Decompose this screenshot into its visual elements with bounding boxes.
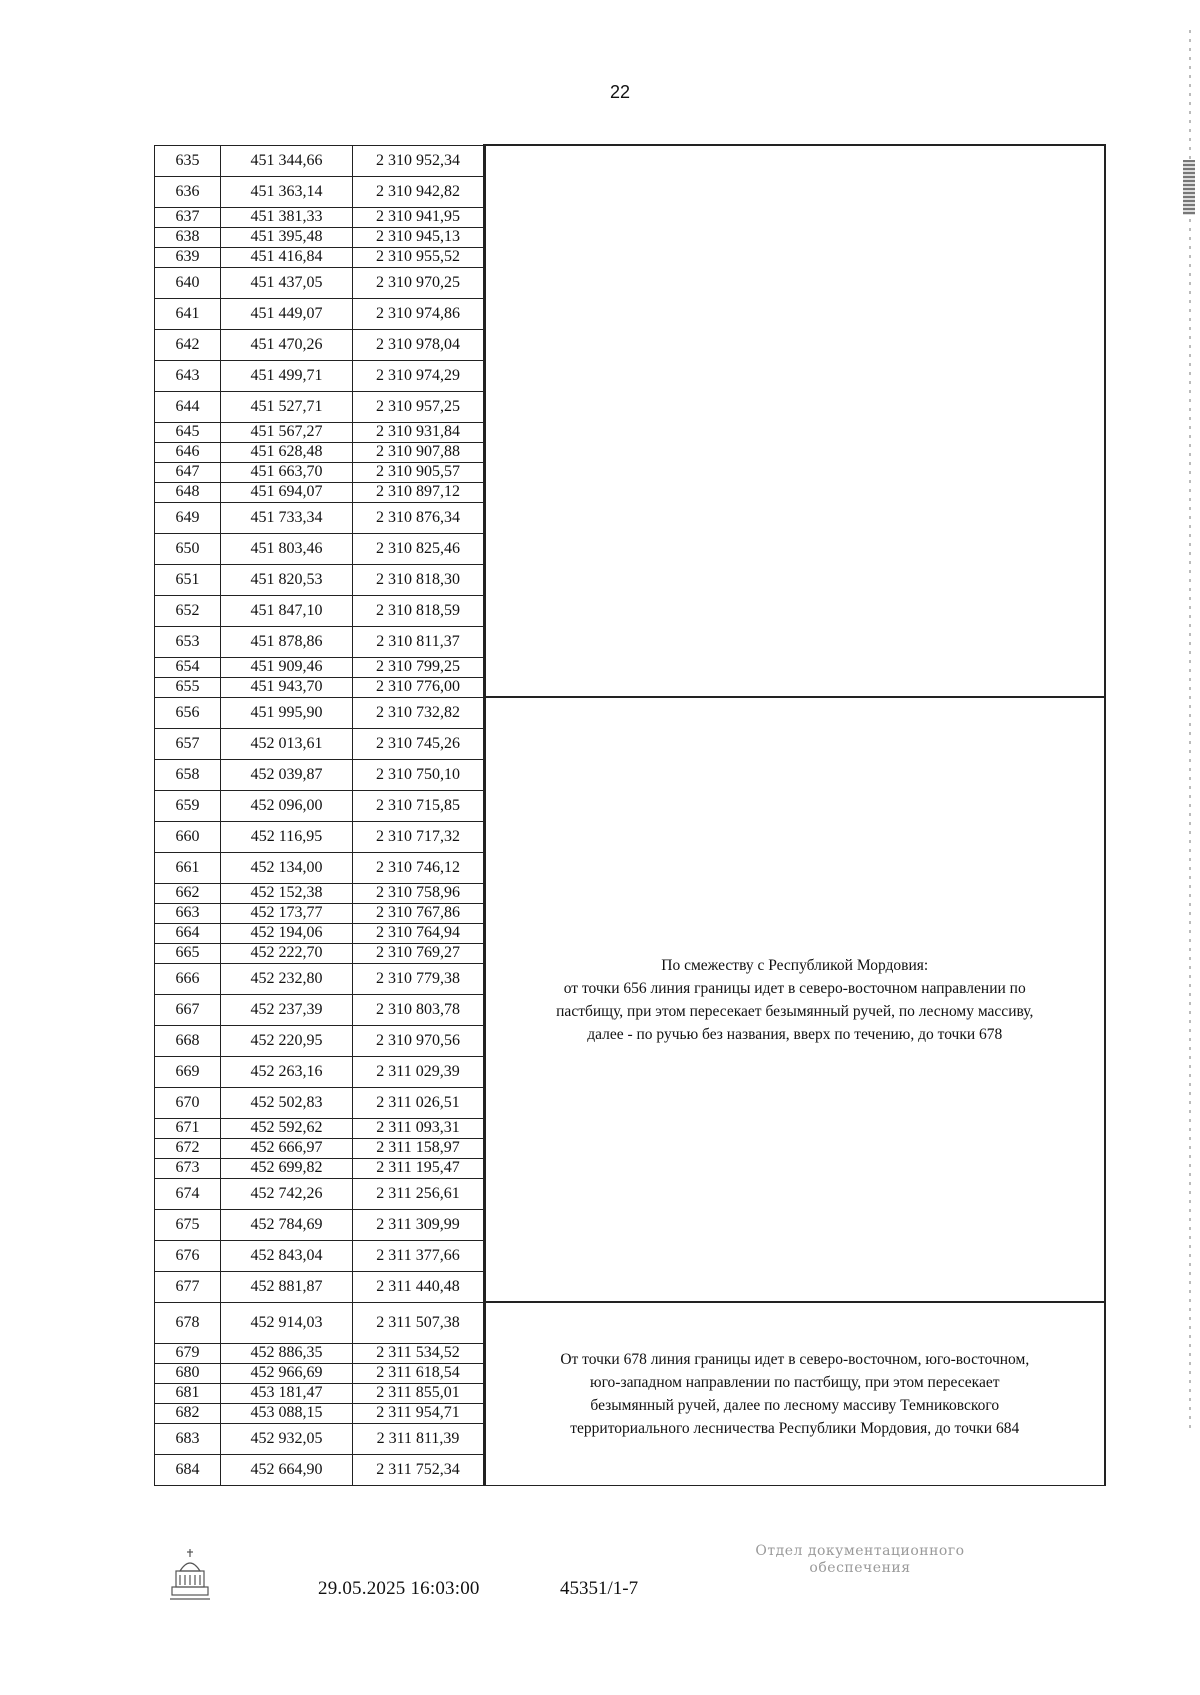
point-number-cell: 680	[155, 1363, 221, 1383]
coordinate-x-cell: 452 152,38	[221, 883, 353, 903]
coordinate-x-cell: 452 039,87	[221, 759, 353, 790]
point-number-cell: 669	[155, 1056, 221, 1087]
description-line: От точки 678 линия границы идет в северо-восточном, юго-восточном,	[560, 1350, 1030, 1368]
point-number-cell: 659	[155, 790, 221, 821]
boundary-description-cell	[485, 1302, 1105, 1485]
coordinate-y-cell: 2 310 818,59	[353, 595, 485, 626]
coordinate-x-cell: 451 499,71	[221, 360, 353, 391]
description-line: юго-западном направлении по пастбищу, при этом пересекает	[590, 1373, 1000, 1391]
coordinate-y-cell: 2 310 945,13	[353, 227, 485, 247]
point-number-cell: 640	[155, 267, 221, 298]
coordinate-y-cell: 2 311 256,61	[353, 1178, 485, 1209]
coordinate-y-cell: 2 311 026,51	[353, 1087, 485, 1118]
description-line: пастбищу, при этом пересекает безымянный ручей, по лесному массиву,	[556, 1002, 1034, 1020]
point-number-cell: 664	[155, 923, 221, 943]
coordinate-y-cell: 2 310 767,86	[353, 903, 485, 923]
point-number-cell: 676	[155, 1240, 221, 1271]
coordinate-y-cell: 2 310 746,12	[353, 852, 485, 883]
coordinate-y-cell: 2 310 876,34	[353, 502, 485, 533]
point-number-cell: 678	[155, 1302, 221, 1343]
coordinate-y-cell: 2 311 195,47	[353, 1158, 485, 1178]
coordinate-x-cell: 451 820,53	[221, 564, 353, 595]
coordinate-x-cell: 451 878,86	[221, 626, 353, 657]
coordinate-y-cell: 2 310 974,86	[353, 298, 485, 329]
stamp-line: Отдел документационного	[755, 1543, 965, 1559]
coordinate-x-cell: 452 173,77	[221, 903, 353, 923]
coordinate-x-cell: 452 664,90	[221, 1454, 353, 1485]
coordinate-x-cell: 451 437,05	[221, 267, 353, 298]
point-number-cell: 681	[155, 1383, 221, 1403]
coordinate-y-cell: 2 311 029,39	[353, 1056, 485, 1087]
coordinate-y-cell: 2 311 954,71	[353, 1403, 485, 1423]
boundary-description-cell	[485, 145, 1105, 697]
coordinate-y-cell: 2 310 970,25	[353, 267, 485, 298]
point-number-cell: 683	[155, 1423, 221, 1454]
coordinate-y-cell: 2 310 776,00	[353, 677, 485, 697]
point-number-cell: 670	[155, 1087, 221, 1118]
coordinate-x-cell: 451 733,34	[221, 502, 353, 533]
coordinate-y-cell: 2 311 309,99	[353, 1209, 485, 1240]
stamp-line: обеспечения	[809, 1560, 911, 1576]
coordinate-x-cell: 452 116,95	[221, 821, 353, 852]
point-number-cell: 636	[155, 176, 221, 207]
coordinate-y-cell: 2 310 825,46	[353, 533, 485, 564]
page-number: 22	[609, 82, 631, 102]
point-number-cell: 635	[155, 145, 221, 176]
point-number-cell: 661	[155, 852, 221, 883]
point-number-cell: 652	[155, 595, 221, 626]
coordinate-x-cell: 451 628,48	[221, 442, 353, 462]
point-number-cell: 665	[155, 943, 221, 963]
coordinate-x-cell: 451 449,07	[221, 298, 353, 329]
coordinate-x-cell: 452 096,00	[221, 790, 353, 821]
coordinate-x-cell: 452 881,87	[221, 1271, 353, 1302]
point-number-cell: 657	[155, 728, 221, 759]
description-line: безымянный ручей, далее по лесному массиву Темниковского	[590, 1396, 1000, 1414]
coordinate-y-cell: 2 311 093,31	[353, 1118, 485, 1138]
point-number-cell: 648	[155, 482, 221, 502]
coordinate-y-cell: 2 310 764,94	[353, 923, 485, 943]
coordinate-y-cell: 2 311 440,48	[353, 1271, 485, 1302]
point-number-cell: 663	[155, 903, 221, 923]
coordinate-x-cell: 451 995,90	[221, 697, 353, 728]
description-line: территориального лесничества Республики Мордовия, до точки 684	[570, 1419, 1020, 1437]
description-line: от точки 656 линия границы идет в северо-восточном направлении по	[563, 979, 1026, 997]
coordinate-y-cell: 2 310 974,29	[353, 360, 485, 391]
coordinate-x-cell: 452 592,62	[221, 1118, 353, 1138]
coordinate-x-cell: 452 932,05	[221, 1423, 353, 1454]
coordinate-y-cell: 2 310 905,57	[353, 462, 485, 482]
coordinate-y-cell: 2 310 717,32	[353, 821, 485, 852]
coordinate-y-cell: 2 310 803,78	[353, 994, 485, 1025]
coordinate-y-cell: 2 310 931,84	[353, 422, 485, 442]
coordinate-y-cell: 2 310 769,27	[353, 943, 485, 963]
point-number-cell: 637	[155, 207, 221, 227]
coordinate-x-cell: 452 666,97	[221, 1138, 353, 1158]
coordinate-x-cell: 452 784,69	[221, 1209, 353, 1240]
coordinate-y-cell: 2 311 811,39	[353, 1423, 485, 1454]
point-number-cell: 684	[155, 1454, 221, 1485]
point-number-cell: 641	[155, 298, 221, 329]
table-row	[155, 1302, 1105, 1343]
footer-document-code: 45351/1-7	[560, 1578, 639, 1599]
point-number-cell: 674	[155, 1178, 221, 1209]
coordinate-y-cell: 2 310 811,37	[353, 626, 485, 657]
coordinate-x-cell: 451 694,07	[221, 482, 353, 502]
coordinate-y-cell: 2 310 758,96	[353, 883, 485, 903]
coordinate-x-cell: 452 013,61	[221, 728, 353, 759]
footer-datetime: 29.05.2025 16:03:00	[318, 1578, 480, 1599]
coordinate-x-cell: 452 134,00	[221, 852, 353, 883]
coordinate-x-cell: 452 232,80	[221, 963, 353, 994]
coordinate-x-cell: 451 470,26	[221, 329, 353, 360]
point-number-cell: 639	[155, 247, 221, 267]
coordinate-y-cell: 2 311 534,52	[353, 1343, 485, 1363]
point-number-cell: 671	[155, 1118, 221, 1138]
table-row	[155, 697, 1105, 728]
coordinate-x-cell: 452 843,04	[221, 1240, 353, 1271]
coordinate-y-cell: 2 310 745,26	[353, 728, 485, 759]
coordinate-y-cell: 2 310 779,38	[353, 963, 485, 994]
coordinate-x-cell: 452 699,82	[221, 1158, 353, 1178]
point-number-cell: 649	[155, 502, 221, 533]
boundary-coordinates-table	[154, 144, 1106, 1486]
department-stamp	[700, 1543, 1020, 1577]
coordinate-x-cell: 451 567,27	[221, 422, 353, 442]
coordinate-y-cell: 2 310 732,82	[353, 697, 485, 728]
point-number-cell: 645	[155, 422, 221, 442]
point-number-cell: 644	[155, 391, 221, 422]
point-number-cell: 656	[155, 697, 221, 728]
coordinate-y-cell: 2 310 750,10	[353, 759, 485, 790]
point-number-cell: 654	[155, 657, 221, 677]
point-number-cell: 647	[155, 462, 221, 482]
coordinate-y-cell: 2 310 955,52	[353, 247, 485, 267]
coordinate-x-cell: 451 344,66	[221, 145, 353, 176]
coordinate-y-cell: 2 310 907,88	[353, 442, 485, 462]
coordinate-x-cell: 452 194,06	[221, 923, 353, 943]
coordinate-x-cell: 452 914,03	[221, 1302, 353, 1343]
emblem-icon	[168, 1545, 212, 1605]
point-number-cell: 677	[155, 1271, 221, 1302]
coordinate-y-cell: 2 311 158,97	[353, 1138, 485, 1158]
coordinate-y-cell: 2 311 855,01	[353, 1383, 485, 1403]
coordinate-x-cell: 451 909,46	[221, 657, 353, 677]
coordinate-y-cell: 2 311 377,66	[353, 1240, 485, 1271]
coordinate-y-cell: 2 310 799,25	[353, 657, 485, 677]
coordinate-x-cell: 451 363,14	[221, 176, 353, 207]
point-number-cell: 660	[155, 821, 221, 852]
coordinate-x-cell: 451 381,33	[221, 207, 353, 227]
point-number-cell: 682	[155, 1403, 221, 1423]
coordinate-x-cell: 452 886,35	[221, 1343, 353, 1363]
coordinate-y-cell: 2 310 957,25	[353, 391, 485, 422]
coordinate-y-cell: 2 310 941,95	[353, 207, 485, 227]
table-row	[155, 145, 1105, 176]
point-number-cell: 651	[155, 564, 221, 595]
coordinate-x-cell: 452 502,83	[221, 1087, 353, 1118]
coordinate-x-cell: 452 222,70	[221, 943, 353, 963]
coordinate-y-cell: 2 311 752,34	[353, 1454, 485, 1485]
coordinate-x-cell: 452 263,16	[221, 1056, 353, 1087]
coordinate-y-cell: 2 311 507,38	[353, 1302, 485, 1343]
point-number-cell: 662	[155, 883, 221, 903]
coordinate-x-cell: 451 416,84	[221, 247, 353, 267]
point-number-cell: 679	[155, 1343, 221, 1363]
coordinate-x-cell: 451 395,48	[221, 227, 353, 247]
coordinate-x-cell: 451 943,70	[221, 677, 353, 697]
point-number-cell: 668	[155, 1025, 221, 1056]
boundary-description-cell	[485, 697, 1105, 1302]
coordinate-x-cell: 452 220,95	[221, 1025, 353, 1056]
point-number-cell: 643	[155, 360, 221, 391]
coordinate-y-cell: 2 310 970,56	[353, 1025, 485, 1056]
point-number-cell: 672	[155, 1138, 221, 1158]
coordinate-y-cell: 2 310 942,82	[353, 176, 485, 207]
description-line: далее - по ручью без названия, вверх по течению, до точки 678	[587, 1025, 1003, 1043]
coordinate-x-cell: 451 663,70	[221, 462, 353, 482]
coordinate-y-cell: 2 310 715,85	[353, 790, 485, 821]
coordinate-y-cell: 2 310 978,04	[353, 329, 485, 360]
coordinate-y-cell: 2 310 897,12	[353, 482, 485, 502]
point-number-cell: 638	[155, 227, 221, 247]
scan-margin-mark	[1183, 160, 1195, 215]
coordinate-x-cell: 451 847,10	[221, 595, 353, 626]
scan-margin-line	[1189, 30, 1191, 1430]
point-number-cell: 673	[155, 1158, 221, 1178]
description-line: По смежеству с Республикой Мордовия:	[661, 956, 929, 974]
point-number-cell: 653	[155, 626, 221, 657]
point-number-cell: 642	[155, 329, 221, 360]
coordinate-x-cell: 451 527,71	[221, 391, 353, 422]
coordinate-x-cell: 452 237,39	[221, 994, 353, 1025]
point-number-cell: 658	[155, 759, 221, 790]
point-number-cell: 667	[155, 994, 221, 1025]
point-number-cell: 655	[155, 677, 221, 697]
coordinate-x-cell: 452 742,26	[221, 1178, 353, 1209]
point-number-cell: 666	[155, 963, 221, 994]
coordinate-x-cell: 453 181,47	[221, 1383, 353, 1403]
coordinate-y-cell: 2 310 952,34	[353, 145, 485, 176]
coordinate-x-cell: 453 088,15	[221, 1403, 353, 1423]
point-number-cell: 650	[155, 533, 221, 564]
coordinate-y-cell: 2 310 818,30	[353, 564, 485, 595]
coordinate-x-cell: 452 966,69	[221, 1363, 353, 1383]
coordinate-x-cell: 451 803,46	[221, 533, 353, 564]
coordinate-y-cell: 2 311 618,54	[353, 1363, 485, 1383]
point-number-cell: 646	[155, 442, 221, 462]
point-number-cell: 675	[155, 1209, 221, 1240]
